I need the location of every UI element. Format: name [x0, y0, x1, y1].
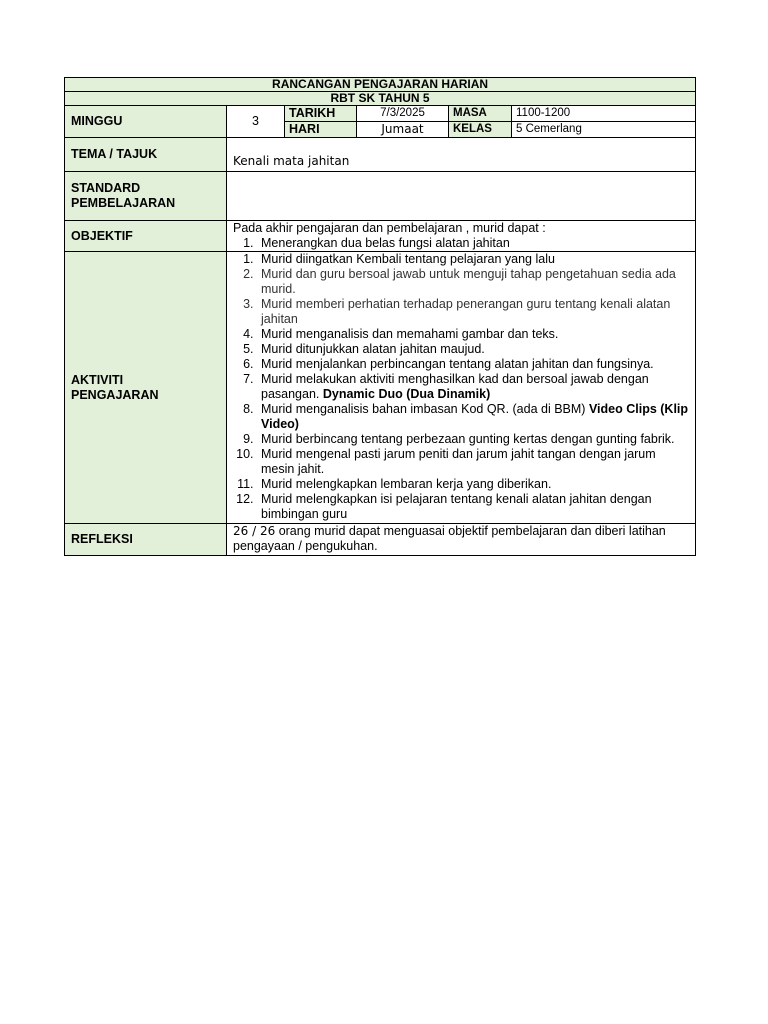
- objektif-label: OBJEKTIF: [65, 221, 227, 252]
- standard-value: [227, 172, 696, 221]
- aktiviti-item: 1. Murid diingatkan Kembali tentang pelajaran yang lalu: [257, 252, 689, 267]
- refleksi-value: [227, 524, 696, 556]
- tarikh-value: 7/3/2025: [357, 106, 449, 122]
- aktiviti-label: [65, 252, 227, 524]
- refleksi-count: 26 / 26: [233, 524, 276, 538]
- standard-label: [65, 172, 227, 221]
- aktiviti-item: 8. Murid menganalisis bahan imbasan Kod QR. (ada di BBM) Video Clips (Klip Video): [257, 402, 689, 432]
- refleksi-text: orang murid dapat menguasai objektif pembelajaran dan diberi latihan pengayaan / pengukuhan.: [233, 524, 666, 553]
- hari-value: Jumaat: [357, 122, 449, 138]
- aktiviti-item: 11. Murid melengkapkan lembaran kerja yang diberikan.: [257, 477, 689, 492]
- aktiviti-item: 9. Murid berbincang tentang perbezaan gunting kertas dengan gunting fabrik.: [257, 432, 689, 447]
- objektif-intro: Pada akhir pengajaran dan pembelajaran , murid dapat :: [233, 221, 546, 235]
- hari-label: HARI: [285, 122, 357, 138]
- kelas-label: KELAS: [449, 122, 512, 138]
- minggu-label: MINGGU: [65, 106, 227, 138]
- tarikh-label: TARIKH: [285, 106, 357, 122]
- objektif-item: 1. Menerangkan dua belas fungsi alatan jahitan: [257, 236, 689, 251]
- document-title: RANCANGAN PENGAJARAN HARIAN: [65, 78, 696, 92]
- tema-label: TEMA / TAJUK: [65, 138, 227, 172]
- aktiviti-item: 5. Murid ditunjukkan alatan jahitan maujud.: [257, 342, 689, 357]
- aktiviti-cell: [227, 252, 696, 524]
- aktiviti-item-bold: Video Clips (Klip Video): [261, 402, 689, 431]
- refleksi-label: REFLEKSI: [65, 524, 227, 556]
- aktiviti-item: 10. Murid mengenal pasti jarum peniti dan jarum jahit tangan dengan jarum mesin jahit.: [257, 447, 689, 477]
- masa-label: MASA: [449, 106, 512, 122]
- aktiviti-item: 2. Murid dan guru bersoal jawab untuk menguji tahap pengetahuan sedia ada murid.: [257, 267, 689, 297]
- aktiviti-item: 6. Murid menjalankan perbincangan tentang alatan jahitan dan fungsinya.: [257, 357, 689, 372]
- aktiviti-label-line2: PENGAJARAN: [71, 387, 159, 402]
- objektif-cell: [227, 221, 696, 252]
- aktiviti-item: 12. Murid melengkapkan isi pelajaran tentang kenali alatan jahitan dengan bimbingan guru: [257, 492, 689, 522]
- lesson-plan: [64, 77, 695, 556]
- aktiviti-list: [233, 252, 689, 522]
- standard-label-line1: STANDARD: [71, 181, 141, 195]
- aktiviti-label-line1: AKTIVITI: [71, 372, 124, 387]
- document-subtitle: RBT SK TAHUN 5: [65, 92, 696, 106]
- tema-value: Kenali mata jahitan: [227, 138, 696, 172]
- minggu-value: 3: [227, 106, 285, 138]
- masa-value: 1100-1200: [512, 106, 696, 122]
- lesson-plan-table: [64, 77, 696, 556]
- aktiviti-item: 3. Murid memberi perhatian terhadap penerangan guru tentang kenali alatan jahitan: [257, 297, 689, 327]
- kelas-value: 5 Cemerlang: [512, 122, 696, 138]
- aktiviti-item: 4. Murid menganalisis dan memahami gambar dan teks.: [257, 327, 689, 342]
- aktiviti-item-bold: Dynamic Duo (Dua Dinamik): [322, 387, 491, 401]
- aktiviti-item: 7. Murid melakukan aktiviti menghasilkan kad dan bersoal jawab dengan pasangan. Dynamic Duo (Dua Dinamik): [257, 372, 689, 402]
- standard-label-line2: PEMBELAJARAN: [71, 196, 176, 210]
- objektif-list: [233, 236, 689, 251]
